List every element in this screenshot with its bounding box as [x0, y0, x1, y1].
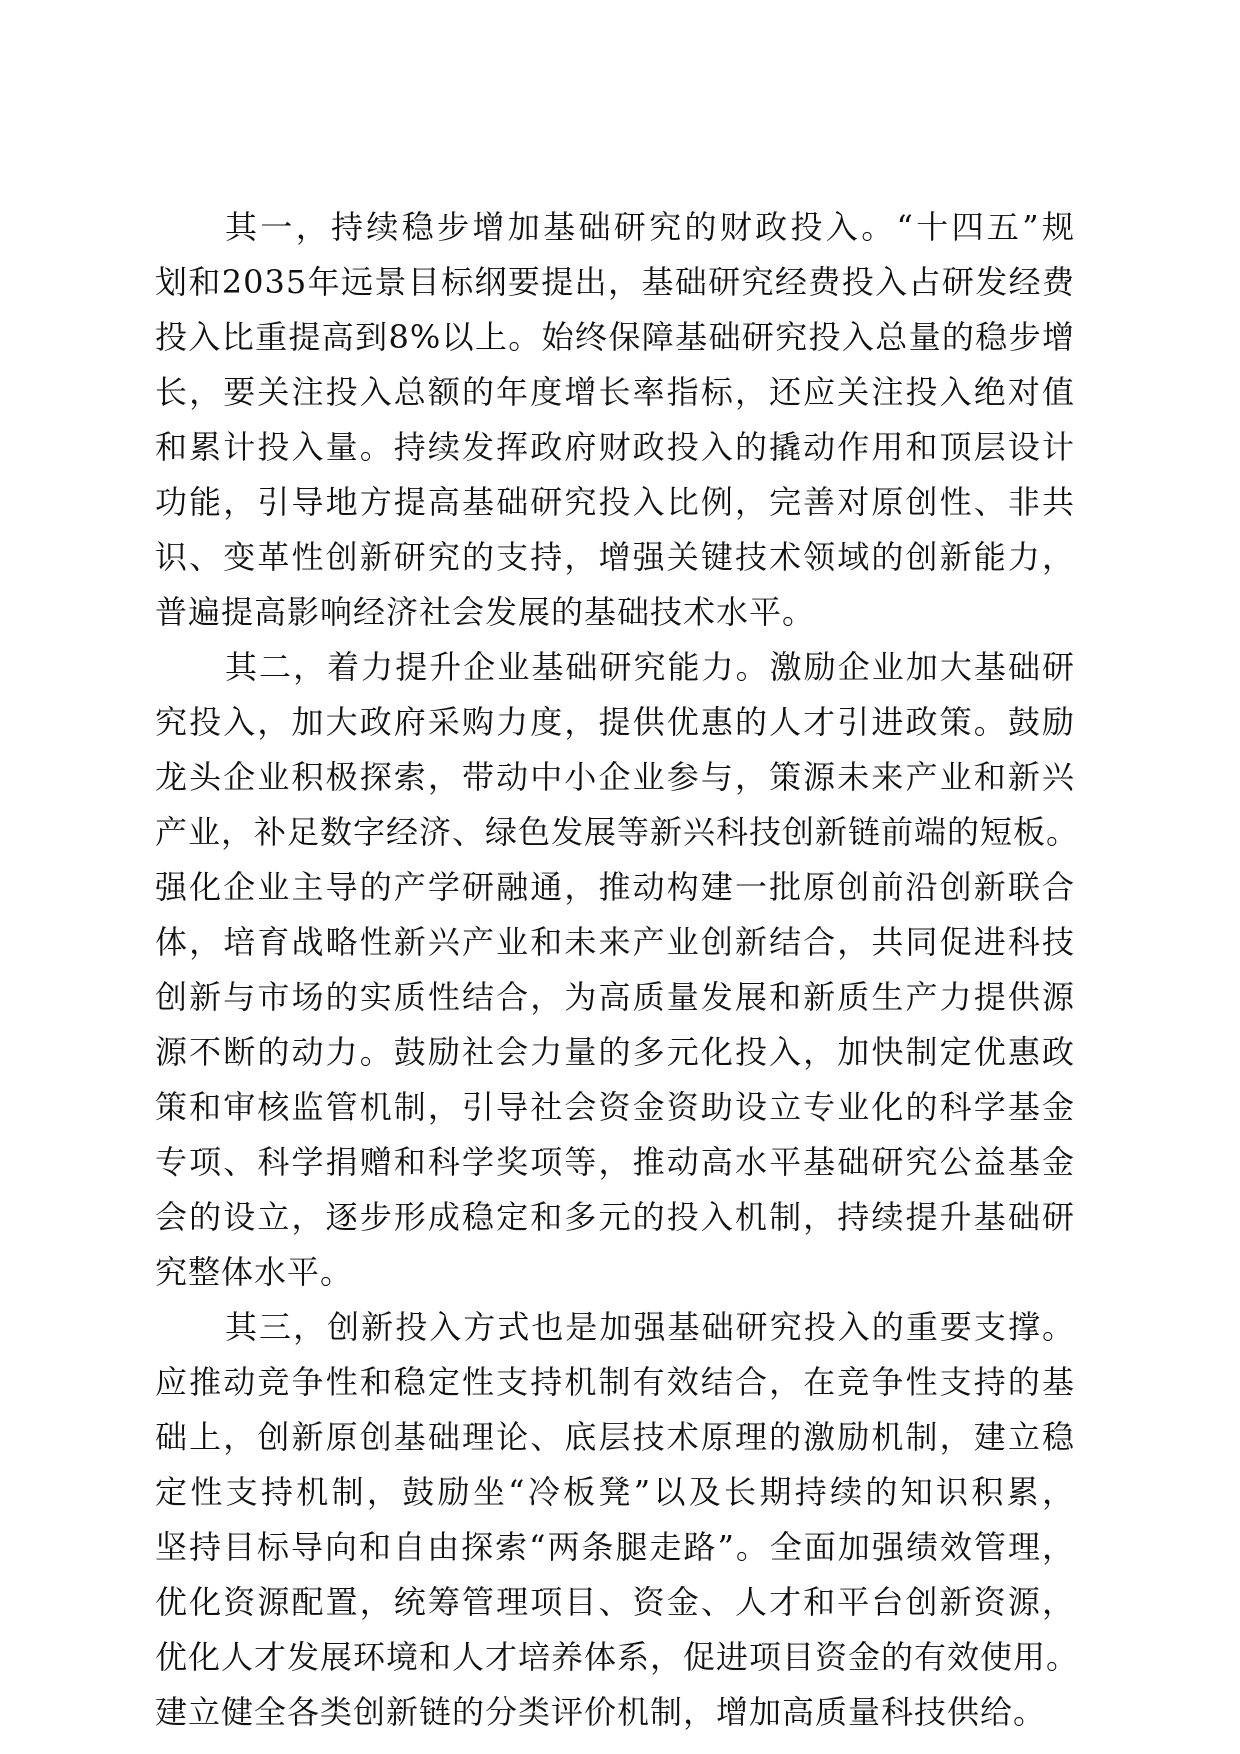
paragraph-2 [155, 640, 1080, 1300]
text-line: 其三，创新投入方式也是加强基础研究投入的重要支撑。 [225, 1308, 1075, 1346]
text-line: 识、变革性创新研究的支持，增强关键技术领域的创新能力， [155, 538, 1075, 576]
text-line: 坚持目标导向和自由探索“两条腿走路”。全面加强绩效管理， [155, 1528, 1075, 1566]
text-line: 应推动竞争性和稳定性支持机制有效结合，在竞争性支持的基 [155, 1363, 1075, 1401]
document-body [155, 200, 1080, 1740]
text-line: 投入比重提高到8%以上。始终保障基础研究投入总量的稳步增 [155, 318, 1075, 356]
paragraph-1 [155, 200, 1075, 640]
text-line: 策和审核监管机制，引导社会资金资助设立专业化的科学基金 [155, 1088, 1075, 1126]
text-line: 定性支持机制，鼓励坐“冷板凳”以及长期持续的知识积累， [155, 1473, 1075, 1511]
text-line: 长，要关注投入总额的年度增长率指标，还应关注投入绝对值 [155, 373, 1075, 411]
text-line: 强化企业主导的产学研融通，推动构建一批原创前沿创新联合 [155, 868, 1075, 906]
text-line: 其二，着力提升企业基础研究能力。激励企业加大基础研 [225, 648, 1075, 686]
text-line: 产业，补足数字经济、绿色发展等新兴科技创新链前端的短板。 [155, 813, 1080, 851]
text-line: 其一，持续稳步增加基础研究的财政投入。“十四五”规 [225, 208, 1075, 246]
paragraph-3 [155, 1300, 1080, 1740]
text-line: 究整体水平。 [155, 1253, 354, 1291]
text-line: 普遍提高影响经济社会发展的基础技术水平。 [155, 593, 816, 631]
text-line: 源不断的动力。鼓励社会力量的多元化投入，加快制定优惠政 [155, 1033, 1075, 1071]
text-line: 体，培育战略性新兴产业和未来产业创新结合，共同促进科技 [155, 923, 1075, 961]
text-line: 优化资源配置，统筹管理项目、资金、人才和平台创新资源， [155, 1583, 1075, 1621]
text-line: 础上，创新原创基础理论、底层技术原理的激励机制，建立稳 [155, 1418, 1075, 1456]
text-line: 创新与市场的实质性结合，为高质量发展和新质生产力提供源 [155, 978, 1075, 1016]
text-line: 龙头企业积极探索，带动中小企业参与，策源未来产业和新兴 [155, 758, 1075, 796]
text-line: 和累计投入量。持续发挥政府财政投入的撬动作用和顶层设计 [155, 428, 1075, 466]
text-line: 划和2035年远景目标纲要提出，基础研究经费投入占研发经费 [155, 263, 1075, 301]
text-line: 建立健全各类创新链的分类评价机制，增加高质量科技供给。 [155, 1693, 1047, 1731]
text-line: 优化人才发展环境和人才培养体系，促进项目资金的有效使用。 [155, 1638, 1080, 1676]
text-line: 专项、科学捐赠和科学奖项等，推动高水平基础研究公益基金 [155, 1143, 1075, 1181]
text-line: 功能，引导地方提高基础研究投入比例，完善对原创性、非共 [155, 483, 1075, 521]
text-line: 会的设立，逐步形成稳定和多元的投入机制，持续提升基础研 [155, 1198, 1075, 1236]
text-line: 究投入，加大政府采购力度，提供优惠的人才引进政策。鼓励 [155, 703, 1075, 741]
